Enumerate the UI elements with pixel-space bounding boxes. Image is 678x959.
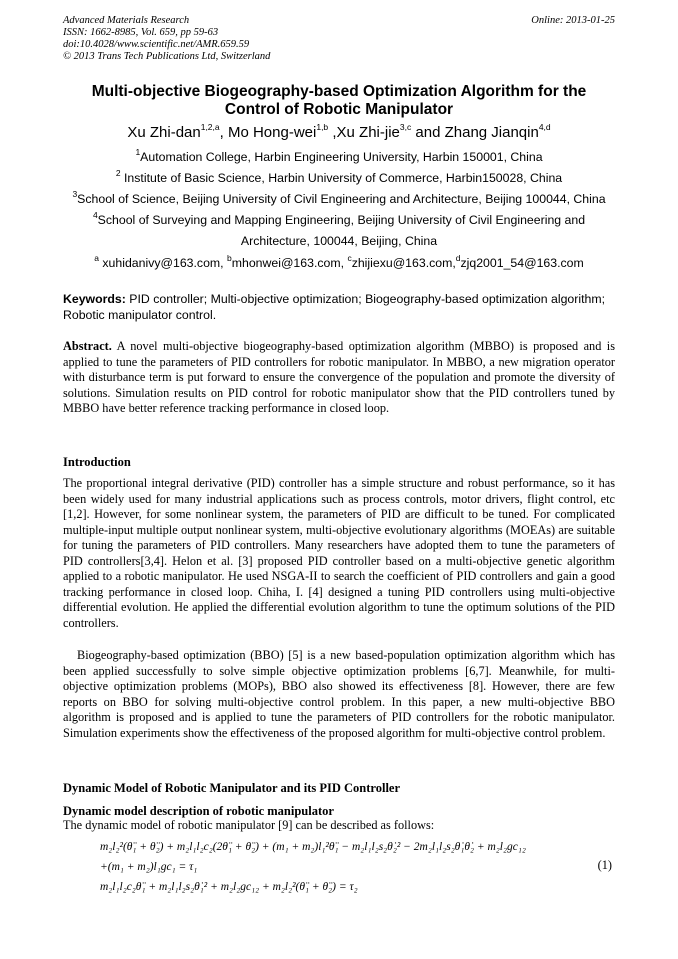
affiliation: $^2$ Institute of Basic Science, Harbin University of Commerce, Harbin150028, China <box>115 167 563 185</box>
email-list: $^a$ xuhidanivy@163.com, $^b$mhonwei@163.com, $^c$zhijiexu@163.com,$^d$zjq2001_54@163.com <box>94 252 584 270</box>
doi: doi:10.4028/www.scientific.net/AMR.659.59 <box>63 39 250 50</box>
paragraph: The proportional integral derivative (PID) controller has a simple structure and robust performance, so it has been widely used for many industrial applications such as process controls, motor drivers, flight control, etc [1,2]. However, for some nonlinear system, the parameters of PID are difficult to be tuned. For complicated multiple-input multiple output nonlinear system, multi-objective evolutionary algorithms (MOEAs) are suitable for tuning the parameters of PID controllers. Many researchers have adopted them to tune the parameters of PID controllers[3,4]. Helon et al. [3] proposed PID controller based on a multi-objective genetic algorithm applied to a robotic manipulator. He used NSGA-II to search the coefficient of PID controllers and gain a good tracking performance in closed loop. Chiha, I. [4] designed a tuning PID controllers using multi-objective differential evolution. He applied the differential evolution algorithm to tune the optimum solutions of the PID controllers. <box>63 476 615 630</box>
affiliation: $^1$Automation College, Harbin Engineering University, Harbin 150001, China <box>135 146 543 164</box>
keywords-text: PID controller; Multi-objective optimization; Biogeography-based optimization algorithm; Robotic manipulator control. <box>63 292 605 322</box>
paragraph: Biogeography-based optimization (BBO) [5] is a new based-population optimization algorithm which has been applied successfully to solve simple objective optimization problems [6,7]. Meanwhile, for multi-objective optimization problems (MOPs), BBO also showed its effectiveness [8]. However, there are few reports on BBO for solving multi-objective control problem. In this paper, a new multi-objective BBO algorithm is proposed and is applied to tune the parameters of PID controllers for the robotic manipulator. Simulation experiments show the effectiveness of the proposed algorithm for multi-objective control problem. <box>63 648 615 740</box>
abstract-text: A novel multi-objective biogeography-based optimization algorithm (MBBO) is proposed and is applied to tune the parameters of PID controllers for robotic manipulator. In MBBO, a new migration operator with disturbance term is put forward to ensure the convergence of the population and promote the diversity of solutions. Simulation results on PID control for robotic manipulator show that the PID controllers tuned by MBBO have better reference tracking performance in closed loop. <box>63 339 615 415</box>
section-heading-dynamic-model: Dynamic Model of Robotic Manipulator and its PID Controller <box>63 781 401 795</box>
author: Zhang Jianqin$^{4,d}$ <box>444 122 551 141</box>
journal-name: Advanced Materials Research <box>63 15 190 26</box>
copyright: © 2013 Trans Tech Publications Ltd, Switzerland <box>63 51 271 62</box>
author: Xu Zhi-jie$^{3,c}$ <box>336 122 412 141</box>
author: Mo Hong-wei$^{1,b}$ <box>227 122 329 141</box>
equation-number: (1) <box>597 858 612 872</box>
abstract <box>63 339 615 417</box>
author-list: Xu Zhi-dan$^{1,2,a}$, Mo Hong-wei$^{1,b}$ ,Xu Zhi-jie$^{3,c}$ and Zhang Jianqin$^{4,d}$ <box>127 122 551 141</box>
section-heading-introduction: Introduction <box>63 455 131 469</box>
subsection-heading: Dynamic model description of robotic manipulator <box>63 804 334 818</box>
keywords <box>63 291 615 323</box>
title-line-2: Control of Robotic Manipulator <box>224 101 454 118</box>
title-line-1: Multi-objective Biogeography-based Optimization Algorithm for the <box>91 83 587 100</box>
abstract-label: Abstract. <box>63 339 112 353</box>
journal-header <box>63 15 270 63</box>
model-intro-text: The dynamic model of robotic manipulator [9] can be described as follows: <box>63 818 435 832</box>
issn: ISSN: 1662-8985, Vol. 659, pp 59-63 <box>63 27 219 38</box>
keywords-label: Keywords: <box>63 292 126 306</box>
equation-line-1: m₂l₂²(θ̈₁ + θ̈₂) + m₂l₁l₂c₂(2θ̈₁ + θ̈₂) + (m₁ + m₂)l₁²θ̈₁ − m₂l₁l₂s₂θ̇₂² − 2m₂l₁l₂s₂θ̇₁θ̇₂ + m₂l₂gc₁₂ <box>100 841 526 853</box>
equation-line-3: m₂l₁l₂c₂θ̈₁ + m₂l₁l₂s₂θ̇₁² + m₂l₂gc₁₂ + m₂l₂²(θ̈₁ + θ̈₂) = τ₂ <box>100 881 358 893</box>
paper-title <box>63 83 615 119</box>
affiliation: Architecture, 100044, Beijing, China <box>240 234 438 248</box>
affiliation: $^3$School of Science, Beijing University of Civil Engineering and Architecture, Beijing 100044, China <box>72 188 606 206</box>
affiliation: $^4$School of Surveying and Mapping Engineering, Beijing University of Civil Engineering and <box>92 209 586 227</box>
online-date: Online: 2013-01-25 <box>531 15 615 26</box>
equation-line-2: +(m₁ + m₂)l₁gc₁ = τ₁ <box>100 861 198 873</box>
author: Xu Zhi-dan$^{1,2,a}$ <box>127 122 220 141</box>
